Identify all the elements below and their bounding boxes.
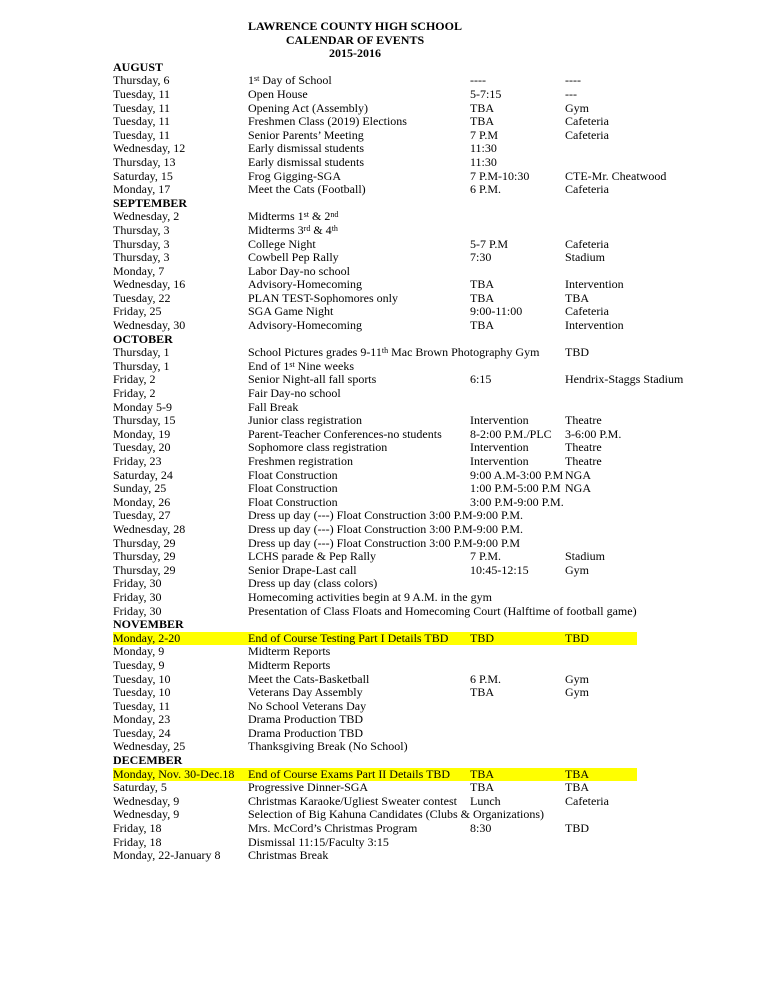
event-name: Christmas Break [248, 848, 329, 863]
event-time [470, 700, 565, 714]
event-time: 7 P.M [470, 127, 499, 142]
event-date: Thursday, 13 [113, 154, 176, 169]
event-name: Fall Break [248, 399, 299, 414]
event-location [565, 849, 723, 863]
event-name: Dress up day (---) Float Construction 3:00 P.M-9:00 P.M. [248, 508, 523, 523]
calendar-row [113, 319, 723, 333]
event-name: Meet the Cats (Football) [248, 182, 366, 197]
calendar-row [113, 183, 723, 197]
event-name: Christmas Karaoke/Ugliest Sweater contest [248, 793, 457, 808]
event-time [470, 849, 565, 863]
calendar-row [113, 686, 723, 700]
event-location [565, 645, 723, 659]
event-time: TBA [470, 290, 494, 305]
event-time: 1:00 P.M-5:00 P.M [470, 481, 561, 496]
document-title: CALENDAR OF EVENTS [285, 32, 425, 47]
calendar-row [113, 74, 723, 88]
school-year: 2015-2016 [329, 46, 381, 61]
event-location: Theatre [565, 440, 602, 455]
event-name: Float Construction [248, 494, 338, 509]
event-time: Intervention [470, 413, 529, 428]
calendar-row [113, 564, 723, 578]
event-date: Wednesday, 16 [113, 277, 186, 292]
event-name: Presentation of Class Floats and Homecoming Court (Halftime of football game) [248, 603, 637, 618]
event-time: 10:45-12:15 [470, 562, 529, 577]
event-name: 1st Day of School [248, 73, 332, 88]
event-time: TBA [470, 114, 494, 129]
event-location: Cafeteria [565, 114, 609, 129]
calendar-row [113, 210, 723, 224]
event-location: TBA [565, 766, 589, 781]
event-time: 6 P.M. [470, 182, 502, 197]
event-location [565, 142, 723, 156]
event-time: TBA [470, 685, 494, 700]
event-time: 5-7 P.M [470, 236, 509, 251]
event-date: Wednesday, 28 [113, 521, 186, 536]
calendar-row [113, 115, 723, 129]
calendar-row [113, 278, 723, 292]
event-name: Open House [248, 86, 308, 101]
event-date: Wednesday, 2 [113, 209, 180, 224]
event-time: 7 P.M. [470, 549, 502, 564]
event-location: Gym [565, 685, 589, 700]
month-heading: DECEMBER [113, 753, 183, 768]
event-name: Midterm Reports [248, 644, 331, 659]
event-time [470, 360, 565, 374]
event-date: Tuesday, 27 [113, 508, 171, 523]
event-location: Hendrix-Staggs Stadium [565, 372, 684, 387]
event-time: 9:00-11:00 [470, 304, 523, 319]
event-location [565, 387, 723, 401]
event-date: Monday, 23 [113, 712, 171, 727]
event-date: Friday, 23 [113, 454, 162, 468]
event-name: SGA Game Night [248, 304, 334, 319]
event-time [470, 224, 565, 238]
calendar-row [113, 740, 723, 754]
event-time [470, 808, 565, 822]
event-name: Dismissal 11:15/Faculty 3:15 [248, 834, 389, 849]
event-location: Cafeteria [565, 304, 609, 319]
event-date: Wednesday, 12 [113, 141, 186, 156]
calendar-row [113, 808, 723, 822]
event-name: LCHS parade & Pep Rally [248, 549, 376, 564]
event-location [565, 496, 723, 510]
event-location: ---- [565, 73, 581, 88]
event-date: Wednesday, 9 [113, 807, 180, 822]
event-date: Thursday, 15 [113, 413, 176, 428]
event-location: TBD [565, 630, 589, 645]
event-time: 9:00 A.M-3:00 P.M [470, 467, 564, 482]
event-date: Monday, 26 [113, 494, 171, 509]
event-date: Tuesday, 20 [113, 440, 171, 455]
calendar-row [113, 373, 723, 387]
calendar-body [113, 61, 723, 863]
calendar-row [113, 523, 723, 537]
event-time: Intervention [470, 440, 529, 455]
event-date: Friday, 25 [113, 304, 162, 319]
event-date: Thursday, 3 [113, 222, 170, 237]
event-name: Mrs. McCord’s Christmas Program [248, 821, 418, 836]
event-date: Tuesday, 11 [113, 698, 171, 713]
event-location [565, 605, 723, 619]
event-date: Tuesday, 22 [113, 290, 171, 305]
event-date: Thursday, 6 [113, 73, 170, 88]
calendar-row [113, 156, 723, 170]
event-name: End of Course Exams Part II Details TBD [248, 766, 451, 781]
event-location [565, 360, 723, 374]
event-name: Dress up day (class colors) [248, 576, 378, 591]
event-location: TBD [565, 821, 589, 836]
event-time: ---- [470, 73, 486, 88]
event-time: 8-2:00 P.M./PLC [470, 426, 552, 441]
event-name: Drama Production TBD [248, 712, 364, 727]
event-location: CTE-Mr. Cheatwood [565, 168, 667, 183]
event-name: Junior class registration [248, 413, 362, 428]
event-time [470, 591, 565, 605]
event-date: Tuesday, 24 [113, 725, 171, 740]
event-date: Monday, Nov. 30-Dec.18 [113, 766, 235, 781]
event-location: Cafeteria [565, 793, 609, 808]
event-location: Cafeteria [565, 182, 609, 197]
calendar-row [113, 88, 723, 102]
calendar-row [113, 224, 723, 238]
event-name: Senior Night-all fall sports [248, 372, 377, 387]
calendar-row [113, 700, 723, 714]
event-name: Sophomore class registration [248, 440, 388, 455]
event-date: Saturday, 24 [113, 467, 173, 482]
event-location: Stadium [565, 250, 606, 265]
event-time: 11:30 [470, 141, 497, 156]
event-date: Tuesday, 10 [113, 671, 171, 686]
calendar-row [113, 401, 723, 415]
event-time: TBA [470, 318, 494, 333]
event-time: 6 P.M. [470, 671, 502, 686]
calendar-row [113, 822, 723, 836]
calendar-row [113, 482, 723, 496]
event-location: Theatre [565, 454, 602, 468]
event-time [470, 659, 565, 673]
calendar-row [113, 469, 723, 483]
event-name: Thanksgiving Break (No School) [248, 739, 408, 754]
calendar-row [113, 849, 723, 863]
event-date: Monday, 19 [113, 426, 171, 441]
event-date: Monday, 2-20 [113, 630, 181, 645]
event-location [565, 509, 723, 523]
calendar-row [113, 142, 723, 156]
event-location: Gym [565, 671, 589, 686]
event-date: Monday, 7 [113, 263, 165, 278]
event-name: Early dismissal students [248, 141, 364, 156]
event-name: College Night [248, 236, 316, 251]
event-name: Labor Day-no school [248, 263, 350, 278]
calendar-row [113, 305, 723, 319]
event-name: Dress up day (---) Float Construction 3:00 P.M-9:00 P.M [248, 535, 520, 550]
event-location: --- [565, 86, 577, 101]
event-location: Theatre [565, 413, 602, 428]
event-name: Advisory-Homecoming [248, 277, 362, 292]
event-time: 8:30 [470, 821, 492, 836]
event-date: Thursday, 3 [113, 236, 170, 251]
event-date: Thursday, 1 [113, 358, 170, 373]
event-time [470, 727, 565, 741]
event-date: Thursday, 1 [113, 345, 170, 360]
event-time [470, 265, 565, 279]
event-name: Frog Gigging-SGA [248, 168, 342, 183]
event-location [565, 577, 723, 591]
event-date: Friday, 30 [113, 589, 162, 604]
calendar-row [113, 727, 723, 741]
calendar-row [113, 496, 723, 510]
event-location: Gym [565, 562, 589, 577]
event-location: Intervention [565, 318, 624, 333]
calendar-row [113, 781, 723, 795]
event-location: Gym [565, 100, 589, 115]
calendar-row [113, 428, 723, 442]
event-location [565, 836, 723, 850]
event-name: PLAN TEST-Sophomores only [248, 290, 399, 305]
event-date: Thursday, 29 [113, 535, 176, 550]
event-time: 3:00 P.M-9:00 P.M. [470, 494, 564, 509]
event-location: Cafeteria [565, 236, 609, 251]
event-date: Wednesday, 9 [113, 793, 180, 808]
event-date: Sunday, 25 [113, 481, 167, 496]
event-date: Tuesday, 11 [113, 100, 171, 115]
event-date: Thursday, 29 [113, 562, 176, 577]
event-location: Cafeteria [565, 127, 609, 142]
calendar-row [113, 795, 723, 809]
event-time: TBD [470, 630, 494, 645]
calendar-row [113, 577, 723, 591]
event-name: No School Veterans Day [248, 698, 367, 713]
event-time: TBA [470, 100, 494, 115]
calendar-row [113, 129, 723, 143]
event-name: Opening Act (Assembly) [248, 100, 368, 115]
event-date: Tuesday, 11 [113, 127, 171, 142]
calendar-row [113, 713, 723, 727]
event-time [470, 836, 565, 850]
calendar-row [113, 346, 723, 360]
calendar-row [113, 360, 723, 374]
calendar-row [113, 387, 723, 401]
event-location [565, 224, 723, 238]
event-location [565, 523, 723, 537]
calendar-row-highlighted [113, 632, 637, 646]
event-name: Dress up day (---) Float Construction 3:00 P.M-9:00 P.M. [248, 521, 523, 536]
event-name: Midterms 3rd & 4th [248, 222, 338, 237]
event-time: 7:30 [470, 250, 492, 265]
event-time: 7 P.M-10:30 [470, 168, 530, 183]
event-location [565, 591, 723, 605]
event-name: Veterans Day Assembly [248, 685, 363, 700]
event-date: Tuesday, 10 [113, 685, 171, 700]
event-time: TBA [470, 780, 494, 795]
event-time [470, 523, 565, 537]
event-name: Senior Drape-Last call [248, 562, 357, 577]
event-name: Meet the Cats-Basketball [248, 671, 370, 686]
event-location [565, 727, 723, 741]
event-time [470, 577, 565, 591]
event-name: Parent-Teacher Conferences-no students [248, 426, 442, 441]
month-heading: OCTOBER [113, 331, 173, 346]
event-time [470, 740, 565, 754]
event-location [565, 265, 723, 279]
month-heading: AUGUST [113, 59, 164, 74]
calendar-row [113, 292, 723, 306]
event-time [470, 509, 565, 523]
event-name: Float Construction [248, 481, 338, 496]
calendar-row [113, 170, 723, 184]
event-date: Saturday, 15 [113, 168, 173, 183]
event-time: 5-7:15 [470, 86, 502, 101]
calendar-row [113, 537, 723, 551]
event-date: Wednesday, 25 [113, 739, 186, 754]
event-name: Midterms 1st & 2nd [248, 209, 339, 224]
event-date: Friday, 18 [113, 834, 162, 849]
event-location [565, 740, 723, 754]
event-date: Friday, 2 [113, 372, 156, 387]
event-location [565, 401, 723, 415]
calendar-row [113, 591, 723, 605]
calendar-row [113, 645, 723, 659]
event-name: Drama Production TBD [248, 725, 364, 740]
event-date: Thursday, 29 [113, 549, 176, 564]
event-time: TBA [470, 766, 494, 781]
event-location [565, 659, 723, 673]
event-location: TBD [565, 345, 589, 360]
document-header [113, 20, 597, 61]
month-heading: SEPTEMBER [113, 195, 188, 210]
event-name: Fair Day-no school [248, 386, 341, 401]
event-date: Monday, 9 [113, 644, 165, 659]
event-date: Monday 5-9 [113, 399, 172, 414]
calendar-row [113, 509, 723, 523]
event-location [565, 808, 723, 822]
event-location [565, 210, 723, 224]
event-name: Advisory-Homecoming [248, 318, 362, 333]
event-time: 6:15 [470, 372, 492, 387]
event-location: 3-6:00 P.M. [565, 426, 622, 441]
calendar-row [113, 102, 723, 116]
event-name: School Pictures grades 9-11th Mac Brown Photography Gym [248, 345, 540, 360]
event-name: Selection of Big Kahuna Candidates (Clubs & Organizations) [248, 807, 545, 822]
event-date: Friday, 2 [113, 386, 156, 401]
event-time [470, 210, 565, 224]
event-time [470, 645, 565, 659]
event-name: Progressive Dinner-SGA [248, 780, 369, 795]
event-name: End of Course Testing Part I Details TBD [248, 630, 449, 645]
event-name: Cowbell Pep Rally [248, 250, 339, 265]
calendar-row [113, 550, 723, 564]
event-time [470, 401, 565, 415]
event-location: NGA [565, 481, 591, 496]
event-location [565, 156, 723, 170]
event-name: Float Construction [248, 467, 338, 482]
event-time: 11:30 [470, 154, 497, 169]
event-name: Homecoming activities begin at 9 A.M. in the gym [248, 589, 492, 604]
event-date: Friday, 18 [113, 821, 162, 836]
event-location: NGA [565, 467, 591, 482]
calendar-row [113, 673, 723, 687]
event-date: Monday, 22-January 8 [113, 848, 221, 863]
event-location: Intervention [565, 277, 624, 292]
calendar-row [113, 455, 723, 469]
event-name: Senior Parents’ Meeting [248, 127, 364, 142]
event-time [470, 713, 565, 727]
event-name: Midterm Reports [248, 657, 331, 672]
calendar-row [113, 659, 723, 673]
event-location: Stadium [565, 549, 606, 564]
event-date: Thursday, 3 [113, 250, 170, 265]
event-time [470, 537, 565, 551]
event-date: Saturday, 5 [113, 780, 167, 795]
event-date: Friday, 30 [113, 576, 162, 591]
event-date: Tuesday, 11 [113, 114, 171, 129]
month-heading: NOVEMBER [113, 617, 184, 632]
event-time [470, 605, 565, 619]
event-location [565, 713, 723, 727]
calendar-row [113, 605, 723, 619]
calendar-row-highlighted [113, 768, 637, 782]
event-time [470, 346, 565, 360]
calendar-row [113, 441, 723, 455]
calendar-row [113, 265, 723, 279]
event-date: Friday, 30 [113, 603, 162, 618]
calendar-row [113, 238, 723, 252]
event-time: Intervention [470, 454, 529, 468]
event-name: Freshmen registration [248, 454, 353, 468]
event-time: TBA [470, 277, 494, 292]
event-name: Early dismissal students [248, 154, 364, 169]
event-location: TBA [565, 290, 589, 305]
event-location: TBA [565, 780, 589, 795]
school-name: LAWRENCE COUNTY HIGH SCHOOL [248, 19, 462, 33]
calendar-row [113, 836, 723, 850]
event-date: Monday, 17 [113, 182, 171, 197]
event-date: Wednesday, 30 [113, 318, 186, 333]
event-time: Lunch [470, 793, 501, 808]
event-name: End of 1st Nine weeks [248, 358, 354, 373]
event-location [565, 537, 723, 551]
event-time [470, 387, 565, 401]
calendar-row [113, 414, 723, 428]
event-location [565, 700, 723, 714]
event-date: Tuesday, 11 [113, 86, 171, 101]
calendar-row [113, 251, 723, 265]
event-date: Tuesday, 9 [113, 657, 165, 672]
event-name: Freshmen Class (2019) Elections [248, 114, 407, 129]
